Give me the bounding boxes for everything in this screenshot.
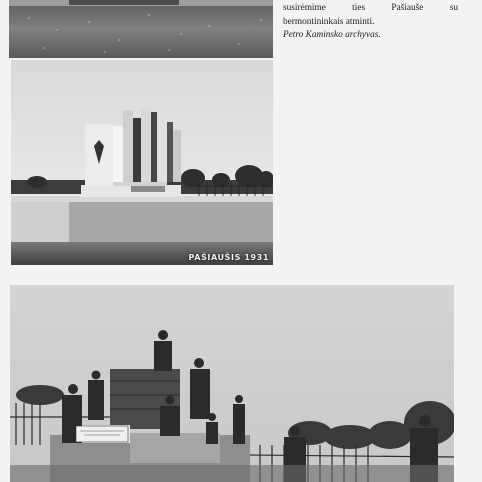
field-photo: [9, 0, 273, 58]
photo-stamp: PAŠIAUŠIS 1931: [188, 253, 269, 262]
monument-photo: [11, 60, 273, 265]
group-photo: [10, 285, 454, 482]
caption-line-2: bermontininkais atminti.: [283, 16, 375, 27]
photo-caption: [283, 2, 458, 43]
caption-credit: Petro Kaminsko archyvas.: [283, 30, 381, 41]
caption-line-1: susirėmime ties Pašiauše su: [283, 3, 458, 13]
